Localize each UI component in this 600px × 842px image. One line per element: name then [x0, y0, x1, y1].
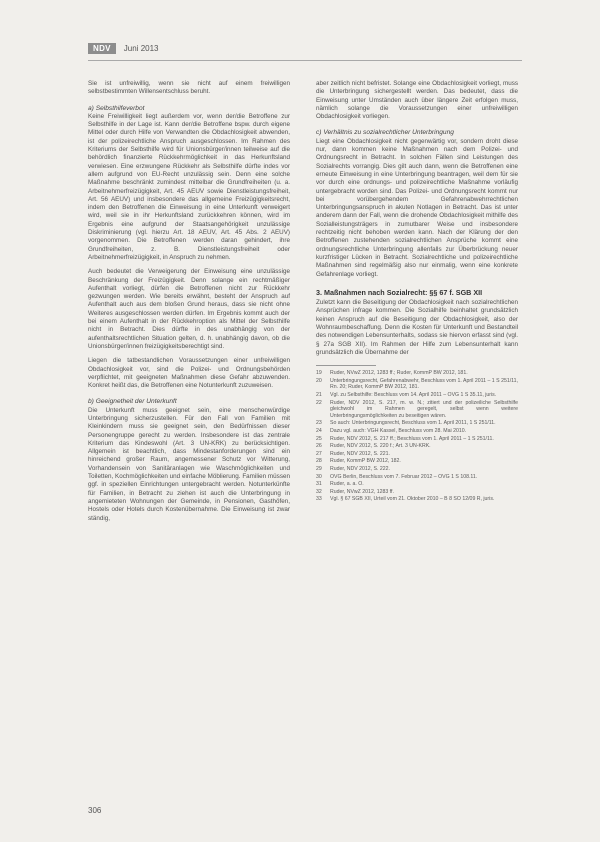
- footnote: [316, 428, 518, 435]
- footnote-number: 23: [316, 420, 322, 427]
- footnote: [316, 436, 518, 443]
- footnote-rule: [316, 365, 376, 366]
- footnote-text: Vgl. zu Selbsthilfe: Beschluss vom 14. April 2011 – OVG 1 S 35.11, juris.: [330, 391, 497, 398]
- footnote: [316, 466, 518, 473]
- footnote-text: Ruder, NVwZ 2012, 1283 ff.; Ruder, KommP BW 2012, 181.: [330, 370, 468, 377]
- footnote-text: Ruder, NDV 2012, S. 221.: [330, 450, 390, 457]
- issue-date: Juni 2013: [123, 43, 159, 53]
- footnote-text: OVG Berlin, Beschluss vom 7. Februar 2012 – OVG 1 S 108.11.: [330, 473, 478, 480]
- footnote: [316, 370, 518, 377]
- footnote: [316, 474, 518, 481]
- footnote-text: Ruder, NDV 2012, S. 217, m. w. N.; zitiert und der polizeiliche Selbsthilfe gleichwohl im Rahmen geregelt, selbst wenn weitere Unterbringungsmöglichkeiten zu beseitigen wären.: [330, 399, 518, 419]
- footnote: [316, 392, 518, 399]
- footnote-number: 32: [316, 488, 322, 495]
- footnote-number: 21: [316, 391, 322, 398]
- footnote: [316, 496, 518, 503]
- footnote-number: 29: [316, 465, 322, 472]
- journal-badge: NDV: [88, 43, 116, 54]
- section-heading: c) Verhältnis zu sozialrechtlicher Unterbringung: [316, 129, 454, 137]
- section-heading: b) Geeignetheit der Unterkunft: [88, 398, 177, 406]
- footnote-number: 33: [316, 496, 322, 503]
- paragraph: Zuletzt kann die Beseitigung der Obdachlosigkeit nach sozialrechtlichen Ansprüchen infrage kommen. Die Sozialhilfe beinhaltet grundsätzlich keinen Anspruch auf die Beseitigung der Obdachlosigkeit, also der Wohnraumbeschaffung. Denn die Kosten für Unterkunft und Bestandteil des notwendigen Lebensunterhalts, sodass sie hiervon erfasst sind (vgl. § 27a SGB XII). Im Rahmen der Hilfe zum Lebensunterhalt kann grundsätzlich die Übernahme der: [316, 299, 518, 356]
- footnote-number: 30: [316, 473, 322, 480]
- footnote-number: 28: [316, 458, 322, 465]
- footnote-number: 25: [316, 435, 322, 442]
- paragraph: Liegen die tatbestandlichen Voraussetzungen einer unfreiwilligen Obdachlosigkeit vor, sind die Polizei- und Ordnungsbehörden verpflichtet, mit geeigneten Maßnahmen diese Gefahr abzuwenden. Konkret heißt das, die Betroffenen eine Notunterkunft zuzuweisen.: [88, 357, 290, 390]
- footnote-text: Ruder, NDV 2012, S. 220 f.; Art. 3 UN-KRK.: [330, 443, 431, 450]
- right-column: [316, 80, 518, 504]
- footnote: [316, 378, 518, 391]
- footnote-text: Unterbringungsrecht, Gefahrenabwehr, Beschluss vom 1. April 2011 – 1 S 251/11, Rn. 20; Ruder, KommP BW 2012, 181.: [330, 377, 518, 391]
- footnote-text: Ruder, NDV 2012, S. 222.: [330, 465, 390, 472]
- footnote-text: So auch: Unterbringungsrecht, Beschluss vom 1. April 2011, 1 S 251/11.: [330, 420, 496, 427]
- left-column: [88, 80, 290, 529]
- page-number: 306: [88, 806, 102, 815]
- footnote-text: Ruder, KommP BW 2012, 182.: [330, 458, 401, 465]
- paragraph: aber zeitlich nicht befristet. Solange eine Obdachlosigkeit vorliegt, muss die Unterbringung sichergestellt werden. Das bedeutet, dass die Einweisung unter Umständen auch über längere Zeit erfolgen muss, nämlich solange die Voraussetzungen einer unfreiwilligen Obdachlosigkeit vorliegen.: [316, 80, 518, 121]
- footnote: [316, 458, 518, 465]
- section-heading-bold: 3. Maßnahmen nach Sozialrecht: §§ 67 f. SGB XII: [316, 287, 483, 297]
- footnote: [316, 420, 518, 427]
- paragraph: Auch bedeutet die Verweigerung der Einweisung eine unzulässige Beschränkung der Freizügigkeit. Denn solange ein rechtmäßiger Aufenthalt vorliegt, dürfen die Betroffenen nicht zur Rückkehr gezwungen werden. Wie bereits erwähnt, besteht der Anspruch auf Aufenthalt auch aus dem bloßen Grund heraus, dass sie nicht ohne Weiteres ausgeschlossen werden dürfen. Im Ergebnis kommt auch der bei einem Aufenthalt in der Rückkehroption als Mittel der Selbsthilfe nicht in Betracht. Dies dürfte in des unabhängig von der aufenthaltsrechtlichen Situation gelten, d. h. unabhängig davon, ob die Unionsbürger/innen freizügigkeitsberechtigt sind.: [88, 268, 290, 350]
- footnote: [316, 481, 518, 488]
- footnote: [316, 443, 518, 450]
- footnote-number: 31: [316, 481, 322, 488]
- footnote-text: Ruder, NDV 2012, S. 217 ff.; Beschluss vom 1. April 2011 – 1 S 251/11.: [330, 435, 494, 442]
- paragraph: Keine Freiwilligkeit liegt außerdem vor, wenn der/die Betroffene zur Selbsthilfe in der Lage ist. Kann der/die Betroffene bspw. durch eigene Mittel oder durch Hilfe von Verwandten die Obdachlosigkeit abwenden, ist der polizeirechtliche Anspruch ausgeschlossen. Im Rahmen des Kriteriums der Selbsthilfe wird für Unionsbürger/innen teilweise auf die behördlich finanzierte Rückkehrmöglichkeit in das Herkunftsland verwiesen. Eine erzwungene Rückkehr als Selbsthilfe dürfte indes vor allem aufgrund von EU-Recht unzulässig sein. Denn eine solche Maßnahme beschränkt zumindest mittelbar die Grundfreiheiten (u. a. Arbeitnehmerfreizügigkeit, Art. 45 AEUV sowie Dienstleistungsfreiheit, Art. 56 AEUV) und insbesondere das allgemeine Freizügigkeitsrecht, indem den Betroffenen die Einweisung in eine Unterkunft verweigert wird, weil sie in ihr Herkunftsland zurückkehren können, wird im Ergebnis eine aufgrund der Staatsangehörigkeit unzulässige Diskriminierung (vgl. hierzu Art. 18 AEUV, Art. 45 Abs. 2 AEUV) vorgenommen. Die Betroffenen werden daran gehindert, ihre Grundfreiheiten, z. B. Dienstleistungsfreiheit oder Arbeitnehmerfreizügigkeit, in Anspruch zu nehmen.: [88, 112, 290, 261]
- footnote-number: 27: [316, 450, 322, 457]
- footnote-number: 19: [316, 370, 322, 377]
- paragraph: Liegt eine Obdachlosigkeit nicht gegenwärtig vor, sondern droht diese nur, dann kommen keine Maßnahmen nach dem Polizei- und Ordnungsrecht in Betracht. In solchen Fällen sind Leistungen des Sozialrechts vorrangig. Dies gilt auch dann, wenn die Betroffenen eine erneute Einweisung in eine Unterbringung beantragen, weil dem für sie vor durch eine ordnungs- und polizeirechtliche Maßnahme vorläufig untergebracht worden sind. Das Polizei- und Ordnungsrecht kommt nur bei vorübergehendem Gefahrenabwehrrechtlichen Unterbringungsanspruch in akuten Notlagen in Betracht. Das ist unter anderem dann der Fall, wenn die drohende Obdachlosigkeit mithilfe des Sozialleistungsträgers in zumutbarer Weise und insbesondere rechtzeitig nicht behoben werden kann. Nach der Klärung der den Betroffenen zustehenden sozialrechtlichen Ansprüche kommt eine ordnungsrechtliche Unterbringung allenfalls zur Überbrückung neuer kurzfristiger Lücken in Betracht. Sozialrechtliche und polizeirechtliche Maßnahmen sind regelmäßig also nur einmalig, wenn eine konkrete Gefahrenlage vorliegt.: [316, 137, 518, 278]
- footnote-number: 24: [316, 427, 322, 434]
- paragraph: Die Unterkunft muss geeignet sein, eine menschenwürdige Unterbringung sicherzustellen. Für den Fall von Familien mit Kleinkindern muss sie geeignet sein, den Bedürfnissen dieser Personengruppe gerecht zu werden. Insbesondere ist das zentrale Kriterium das Kindeswohl (Art. 3 UN-KRK) zu berücksichtigen. Allgemein ist beachtlich, dass Mindestanforderungen sind ein hinreichend großer Raum, angemessener Schutz vor Witterung, Vorhandensein von Sanitäranlagen wie Waschmöglichkeiten und Toiletten, Kochmöglichkeiten und einfache Möblierung. Familien müssen ggf. in speziellen Einrichtungen untergebracht werden. Notunterkünfte für Familien, in Betracht zu ziehen ist auch die Unterbringung in angemieteten Wohnungen der Gemeinde, in Pensionen, Gasthöfen, Hostels oder Hotels durch Kostenübernahme. Die Einweisung ist zwar ständig,: [88, 406, 290, 522]
- section-heading: a) Selbsthilfeverbot: [88, 104, 145, 112]
- footnote-text: Ruder, NVwZ 2012, 1283 ff.: [330, 488, 394, 495]
- footnote-number: 26: [316, 443, 322, 450]
- footnote-text: Dazu vgl. auch: VGH Kassel, Beschluss vom 28. Mai 2010.: [330, 427, 467, 434]
- footnote: [316, 400, 518, 420]
- footnote-text: Ruder, a. a. O.: [330, 481, 364, 488]
- header-rule: [88, 60, 522, 61]
- footnote-text: Vgl. § 67 SGB XII, Urteil vom 21. Oktober 2010 – B 8 SO 12/09 R, juris.: [330, 496, 495, 503]
- footnote-number: 20: [316, 377, 322, 384]
- footnote-number: 22: [316, 399, 322, 406]
- paragraph: Sie ist unfreiwillig, wenn sie nicht auf einem freiwilligen selbstbestimmten Willensentschluss beruht.: [88, 80, 290, 96]
- page-header: [88, 42, 159, 54]
- footnote: [316, 451, 518, 458]
- footnotes: [316, 370, 518, 503]
- footnote: [316, 489, 518, 496]
